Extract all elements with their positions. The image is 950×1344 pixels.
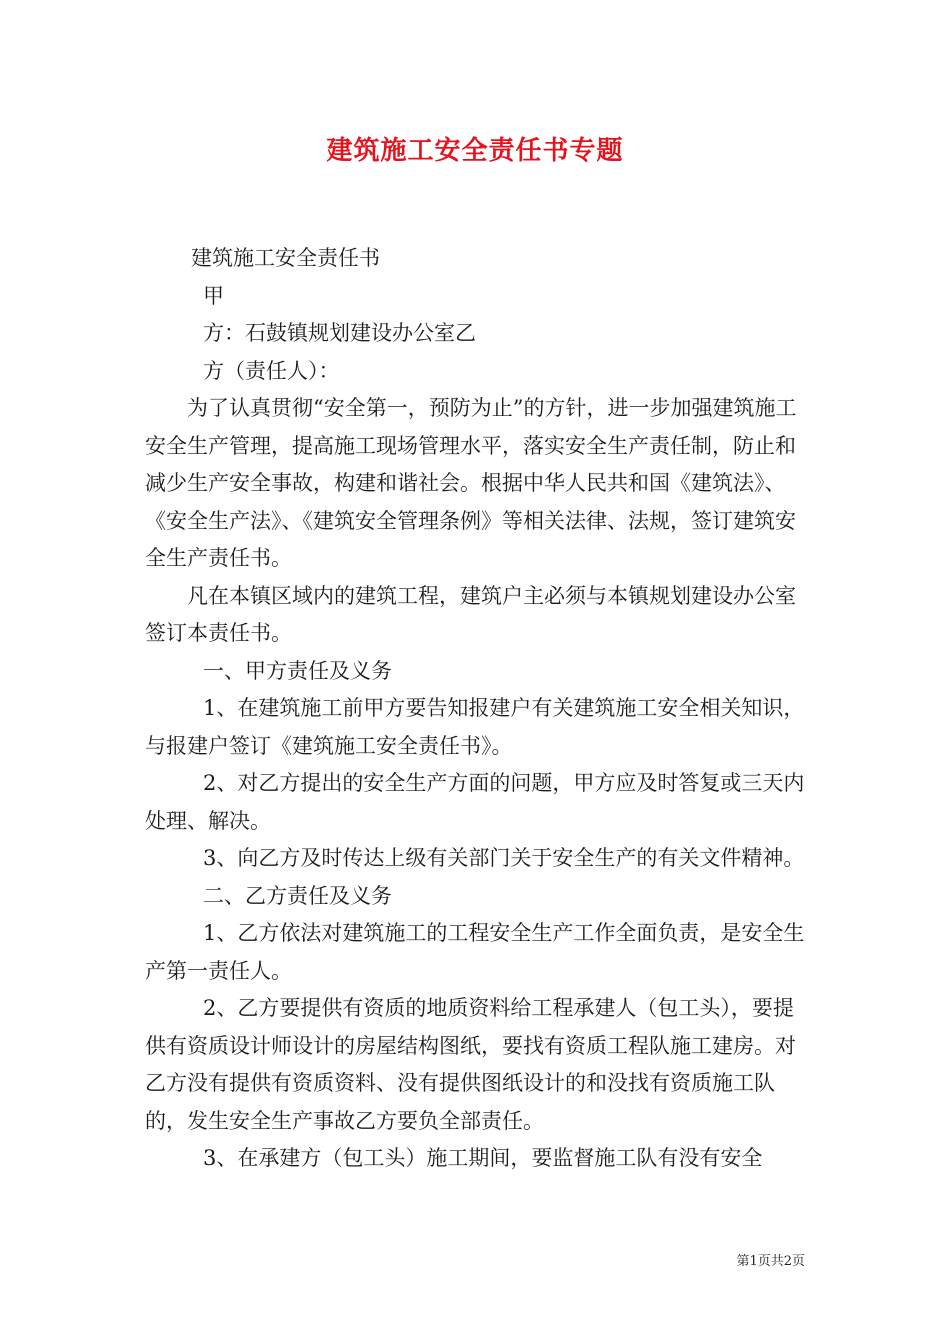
- paragraph-party-b: 方（责任人）：: [203, 358, 340, 383]
- list-item: 1、乙方依法对建筑施工的工程安全生产工作全面负责，是安全生产第一责任人。: [145, 921, 805, 983]
- list-item: 3、向乙方及时传达上级有关部门关于安全生产的有关文件精神。: [203, 846, 805, 870]
- document-body: [145, 240, 810, 1178]
- paragraph-intro: 为了认真贯彻“安全第一，预防为止”的方针，进一步加强建筑施工安全生产管理，提高施工现场管理水平，落实安全生产责任制，防止和减少生产安全事故，构建和谐社会。根据中华人民共和国《建筑法》、《安全生产法》、《建筑安全管理条例》等相关法律、法规，签订建筑安全生产责任书。: [145, 396, 797, 570]
- list-item: 1、在建筑施工前甲方要告知报建户有关建筑施工安全相关知识，与报建户签订《建筑施工安全责任书》。: [145, 696, 805, 758]
- section-heading-party-a: 一、甲方责任及义务: [203, 658, 392, 683]
- list-item: 2、对乙方提出的安全生产方面的问题，甲方应及时答复或三天内处理、解决。: [145, 771, 805, 833]
- paragraph-scope: 凡在本镇区域内的建筑工程，建筑户主必须与本镇规划建设办公室签订本责任书。: [145, 583, 796, 645]
- page-number: 第1页共2页: [736, 1254, 805, 1269]
- list-item: 3、在承建方（包工头）施工期间，要监督施工队有没有安全: [203, 1146, 763, 1170]
- paragraph-party-a: 方：石鼓镇规划建设办公室乙: [203, 321, 476, 345]
- document-title: 建筑施工安全责任书专题: [326, 136, 624, 166]
- paragraph-heading: 建筑施工安全责任书: [191, 246, 380, 270]
- list-item: 2、乙方要提供有资质的地质资料给工程承建人（包工头），要提供有资质设计师设计的房屋结构图纸，要找有资质工程队施工建房。对乙方没有提供有资质资料、没有提供图纸设计的和没找有资质施工队的，发生安全生产事故乙方要负全部责任。: [145, 996, 796, 1133]
- section-heading-party-b: 二、乙方责任及义务: [203, 883, 392, 908]
- paragraph-party-a-label: 甲: [203, 283, 224, 308]
